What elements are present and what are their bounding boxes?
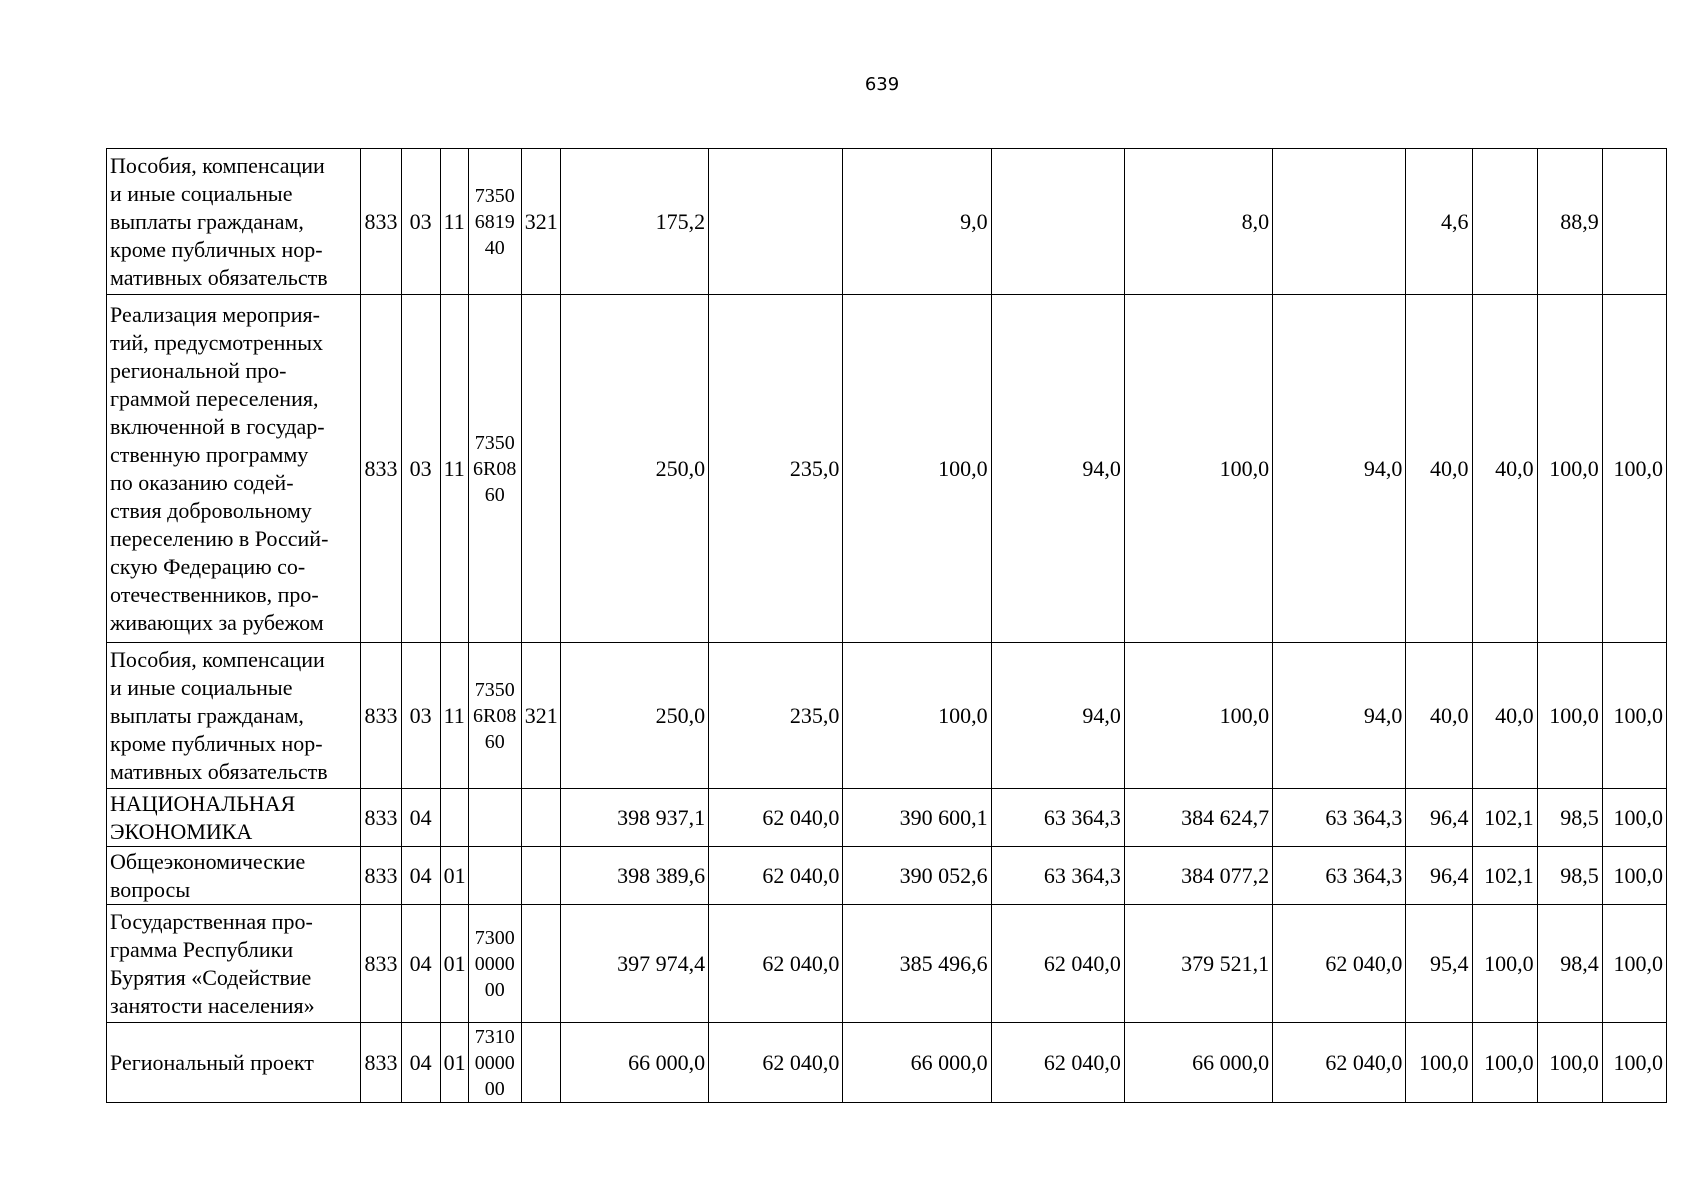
row-name: Государственная про- грамма Республики Бурятия «Содействие занятости населения»: [107, 905, 361, 1023]
percent-3: 100,0: [1537, 295, 1602, 643]
value-5: 8,0: [1124, 149, 1272, 295]
row-name: Региональный проект: [107, 1023, 361, 1103]
percent-3: 88,9: [1537, 149, 1602, 295]
value-6: 63 364,3: [1273, 847, 1406, 905]
section-code: 04: [401, 847, 440, 905]
percent-1: 40,0: [1406, 643, 1472, 789]
percent-2: 40,0: [1472, 295, 1537, 643]
value-2: 235,0: [709, 643, 843, 789]
value-1: 250,0: [560, 295, 708, 643]
value-4: 63 364,3: [991, 789, 1124, 847]
value-1: 66 000,0: [560, 1023, 708, 1103]
expense-type-code: [521, 295, 560, 643]
value-2: [709, 149, 843, 295]
percent-1: 96,4: [1406, 847, 1472, 905]
target-article-code: [468, 789, 521, 847]
value-5: 100,0: [1124, 295, 1272, 643]
percent-3: 98,4: [1537, 905, 1602, 1023]
expense-type-code: [521, 847, 560, 905]
section-code: 04: [401, 905, 440, 1023]
row-name: НАЦИОНАЛЬНАЯ ЭКОНОМИКА: [107, 789, 361, 847]
grbs-code: 833: [361, 295, 401, 643]
percent-3: 98,5: [1537, 847, 1602, 905]
percent-2: 102,1: [1472, 789, 1537, 847]
grbs-code: 833: [361, 1023, 401, 1103]
section-code: 03: [401, 149, 440, 295]
table-row: [107, 149, 1667, 295]
row-name: Пособия, компенсации и иные социальные выплаты гражданам, кроме публичных нор- мативных обязательств: [107, 643, 361, 789]
section-code: 03: [401, 643, 440, 789]
value-1: 398 389,6: [560, 847, 708, 905]
subsection-code: 11: [440, 295, 468, 643]
value-3: 66 000,0: [843, 1023, 991, 1103]
expense-type-code: [521, 1023, 560, 1103]
value-5: 384 077,2: [1124, 847, 1272, 905]
value-6: [1273, 149, 1406, 295]
value-5: 384 624,7: [1124, 789, 1272, 847]
grbs-code: 833: [361, 643, 401, 789]
percent-3: 100,0: [1537, 643, 1602, 789]
percent-1: 4,6: [1406, 149, 1472, 295]
value-5: 379 521,1: [1124, 905, 1272, 1023]
expense-type-code: [521, 905, 560, 1023]
value-1: 250,0: [560, 643, 708, 789]
value-4: 62 040,0: [991, 905, 1124, 1023]
expense-type-code: 321: [521, 643, 560, 789]
percent-2: 102,1: [1472, 847, 1537, 905]
value-6: 63 364,3: [1273, 789, 1406, 847]
value-3: 9,0: [843, 149, 991, 295]
target-article-code: [468, 847, 521, 905]
value-6: 62 040,0: [1273, 1023, 1406, 1103]
table-row: [107, 789, 1667, 847]
table-row: [107, 1023, 1667, 1103]
percent-1: 100,0: [1406, 1023, 1472, 1103]
percent-3: 100,0: [1537, 1023, 1602, 1103]
section-code: 04: [401, 789, 440, 847]
value-3: 390 052,6: [843, 847, 991, 905]
value-3: 100,0: [843, 295, 991, 643]
value-6: 62 040,0: [1273, 905, 1406, 1023]
row-name: Общеэкономические вопросы: [107, 847, 361, 905]
percent-4: 100,0: [1602, 905, 1666, 1023]
value-2: 235,0: [709, 295, 843, 643]
subsection-code: 01: [440, 847, 468, 905]
table-row: [107, 295, 1667, 643]
percent-1: 96,4: [1406, 789, 1472, 847]
value-4: 62 040,0: [991, 1023, 1124, 1103]
table-row: [107, 847, 1667, 905]
value-4: 63 364,3: [991, 847, 1124, 905]
percent-3: 98,5: [1537, 789, 1602, 847]
value-1: 397 974,4: [560, 905, 708, 1023]
value-5: 100,0: [1124, 643, 1272, 789]
target-article-code: 7310 0000 00: [468, 1023, 521, 1103]
value-4: 94,0: [991, 643, 1124, 789]
value-6: 94,0: [1273, 643, 1406, 789]
section-code: 03: [401, 295, 440, 643]
subsection-code: [440, 789, 468, 847]
value-1: 175,2: [560, 149, 708, 295]
row-name: Пособия, компенсации и иные социальные выплаты гражданам, кроме публичных нор- мативных обязательств: [107, 149, 361, 295]
target-article-code: 7350 6819 40: [468, 149, 521, 295]
percent-4: [1602, 149, 1666, 295]
percent-2: [1472, 149, 1537, 295]
percent-1: 40,0: [1406, 295, 1472, 643]
value-2: 62 040,0: [709, 1023, 843, 1103]
grbs-code: 833: [361, 847, 401, 905]
target-article-code: 7350 6R08 60: [468, 295, 521, 643]
target-article-code: 7350 6R08 60: [468, 643, 521, 789]
value-1: 398 937,1: [560, 789, 708, 847]
percent-4: 100,0: [1602, 643, 1666, 789]
percent-2: 40,0: [1472, 643, 1537, 789]
table-row: [107, 905, 1667, 1023]
value-2: 62 040,0: [709, 789, 843, 847]
percent-1: 95,4: [1406, 905, 1472, 1023]
value-3: 100,0: [843, 643, 991, 789]
percent-4: 100,0: [1602, 1023, 1666, 1103]
expense-type-code: 321: [521, 149, 560, 295]
subsection-code: 11: [440, 643, 468, 789]
value-3: 390 600,1: [843, 789, 991, 847]
value-4: 94,0: [991, 295, 1124, 643]
grbs-code: 833: [361, 905, 401, 1023]
table-row: [107, 643, 1667, 789]
budget-table: [106, 148, 1667, 1103]
row-name: Реализация мероприя- тий, предусмотренных региональной про- граммой переселения, включенной в государ- ственную программу по оказанию содей- ствия добровольному переселению в Россий- скую Федерацию со- отечественников, про- живающих за рубежом: [107, 295, 361, 643]
value-2: 62 040,0: [709, 847, 843, 905]
value-3: 385 496,6: [843, 905, 991, 1023]
percent-2: 100,0: [1472, 1023, 1537, 1103]
value-6: 94,0: [1273, 295, 1406, 643]
target-article-code: 7300 0000 00: [468, 905, 521, 1023]
page-number: 639: [864, 74, 900, 95]
subsection-code: 01: [440, 905, 468, 1023]
grbs-code: 833: [361, 149, 401, 295]
grbs-code: 833: [361, 789, 401, 847]
section-code: 04: [401, 1023, 440, 1103]
percent-4: 100,0: [1602, 295, 1666, 643]
subsection-code: 11: [440, 149, 468, 295]
percent-4: 100,0: [1602, 847, 1666, 905]
value-5: 66 000,0: [1124, 1023, 1272, 1103]
percent-4: 100,0: [1602, 789, 1666, 847]
value-2: 62 040,0: [709, 905, 843, 1023]
expense-type-code: [521, 789, 560, 847]
value-4: [991, 149, 1124, 295]
percent-2: 100,0: [1472, 905, 1537, 1023]
subsection-code: 01: [440, 1023, 468, 1103]
